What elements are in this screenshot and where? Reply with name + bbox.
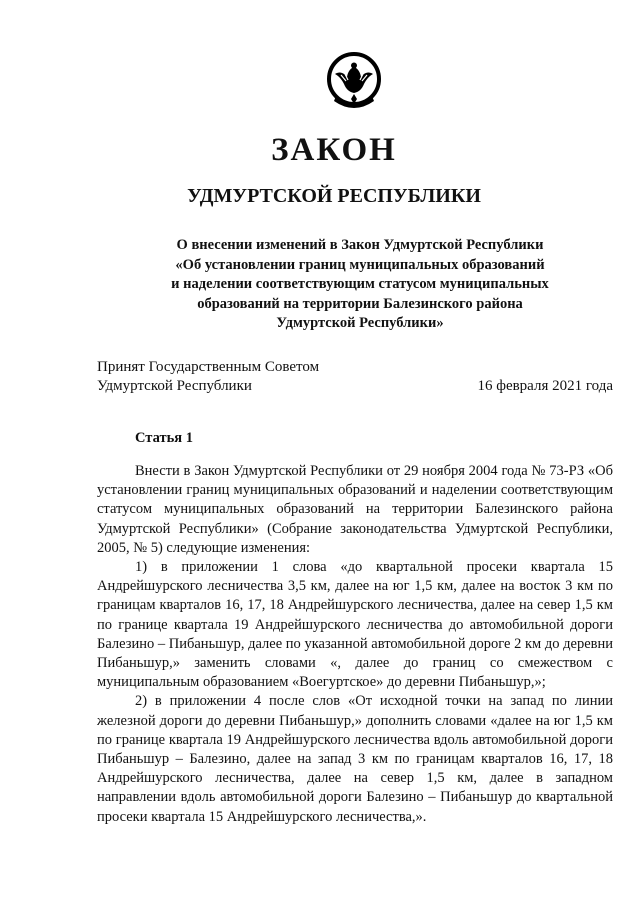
article-paragraph: 2) в приложении 4 после слов «От исходной точки на запад по линии железной дороги до деревни Пибаньшур,» дополнить словами «далее на юг 1,5 км по границе квартала 19 Андрейшурского лесничества вдоль автомобильной дороги Пибаньшур – Балезино, далее на запад 3 км по границам кварталов 16, 17, 18 Андрейшурского лесничества, далее на север 1,5 км, далее в западном направлении вдоль автомобильной дороги Балезино – Пибаньшур до квартальной просеки квартала 15 Андрейшурского лесничества,». [97, 693, 613, 825]
article-body [97, 462, 613, 827]
document-subtitle: УДМУРТСКОЙ РЕСПУБЛИКИ [187, 185, 481, 207]
article-paragraph: 1) в приложении 1 слова «до квартальной просеки квартала 15 Андрейшурского лесничества 3,5 км, далее на юг 1,5 км, далее на восток 3 км по границам кварталов 16, 17, 18 Андрейшурского лесничества, далее на север 1,5 км по границе квартала 19 Андрейшурского лесничества до автомобильной дороги Балезино – Пибаньшур, далее по указанной автомобильной дороге 2 км до деревни Пибаньшур,» заменить словами «, далее до границ со смежеством с муниципальным образованием «Воегуртское» до деревни Пибаньшур,»; [97, 559, 613, 691]
law-name-line: образований на территории Балезинского района [197, 295, 523, 312]
adoption-statement [97, 358, 319, 396]
law-name-line: Удмуртской Республики» [276, 315, 444, 331]
adoption-line: Удмуртской Республики [97, 378, 252, 394]
udmurt-republic-emblem-icon [326, 52, 382, 112]
law-name-heading [140, 236, 580, 334]
document-title: ЗАКОН [271, 132, 397, 168]
law-name-line: и наделении соответствующим статусом муниципальных [171, 276, 549, 292]
law-name-line: О внесении изменений в Закон Удмуртской Республики [176, 237, 544, 253]
article-heading: Статья 1 [135, 430, 193, 446]
law-name-line: «Об установлении границ муниципальных образований [175, 256, 545, 273]
article-paragraph: Внести в Закон Удмуртской Республики от 29 ноября 2004 года № 73-РЗ «Об установлении границ муниципальных образований и наделении соответствующим статусом муниципальных образований на территории Балезинского района Удмуртской Республики» (Собрание законодательства Удмуртской Республики, 2005, № 5) следующие изменения: [97, 463, 613, 556]
adoption-date: 16 февраля 2021 года [477, 378, 613, 394]
adoption-line: Принят Государственным Советом [97, 359, 320, 375]
